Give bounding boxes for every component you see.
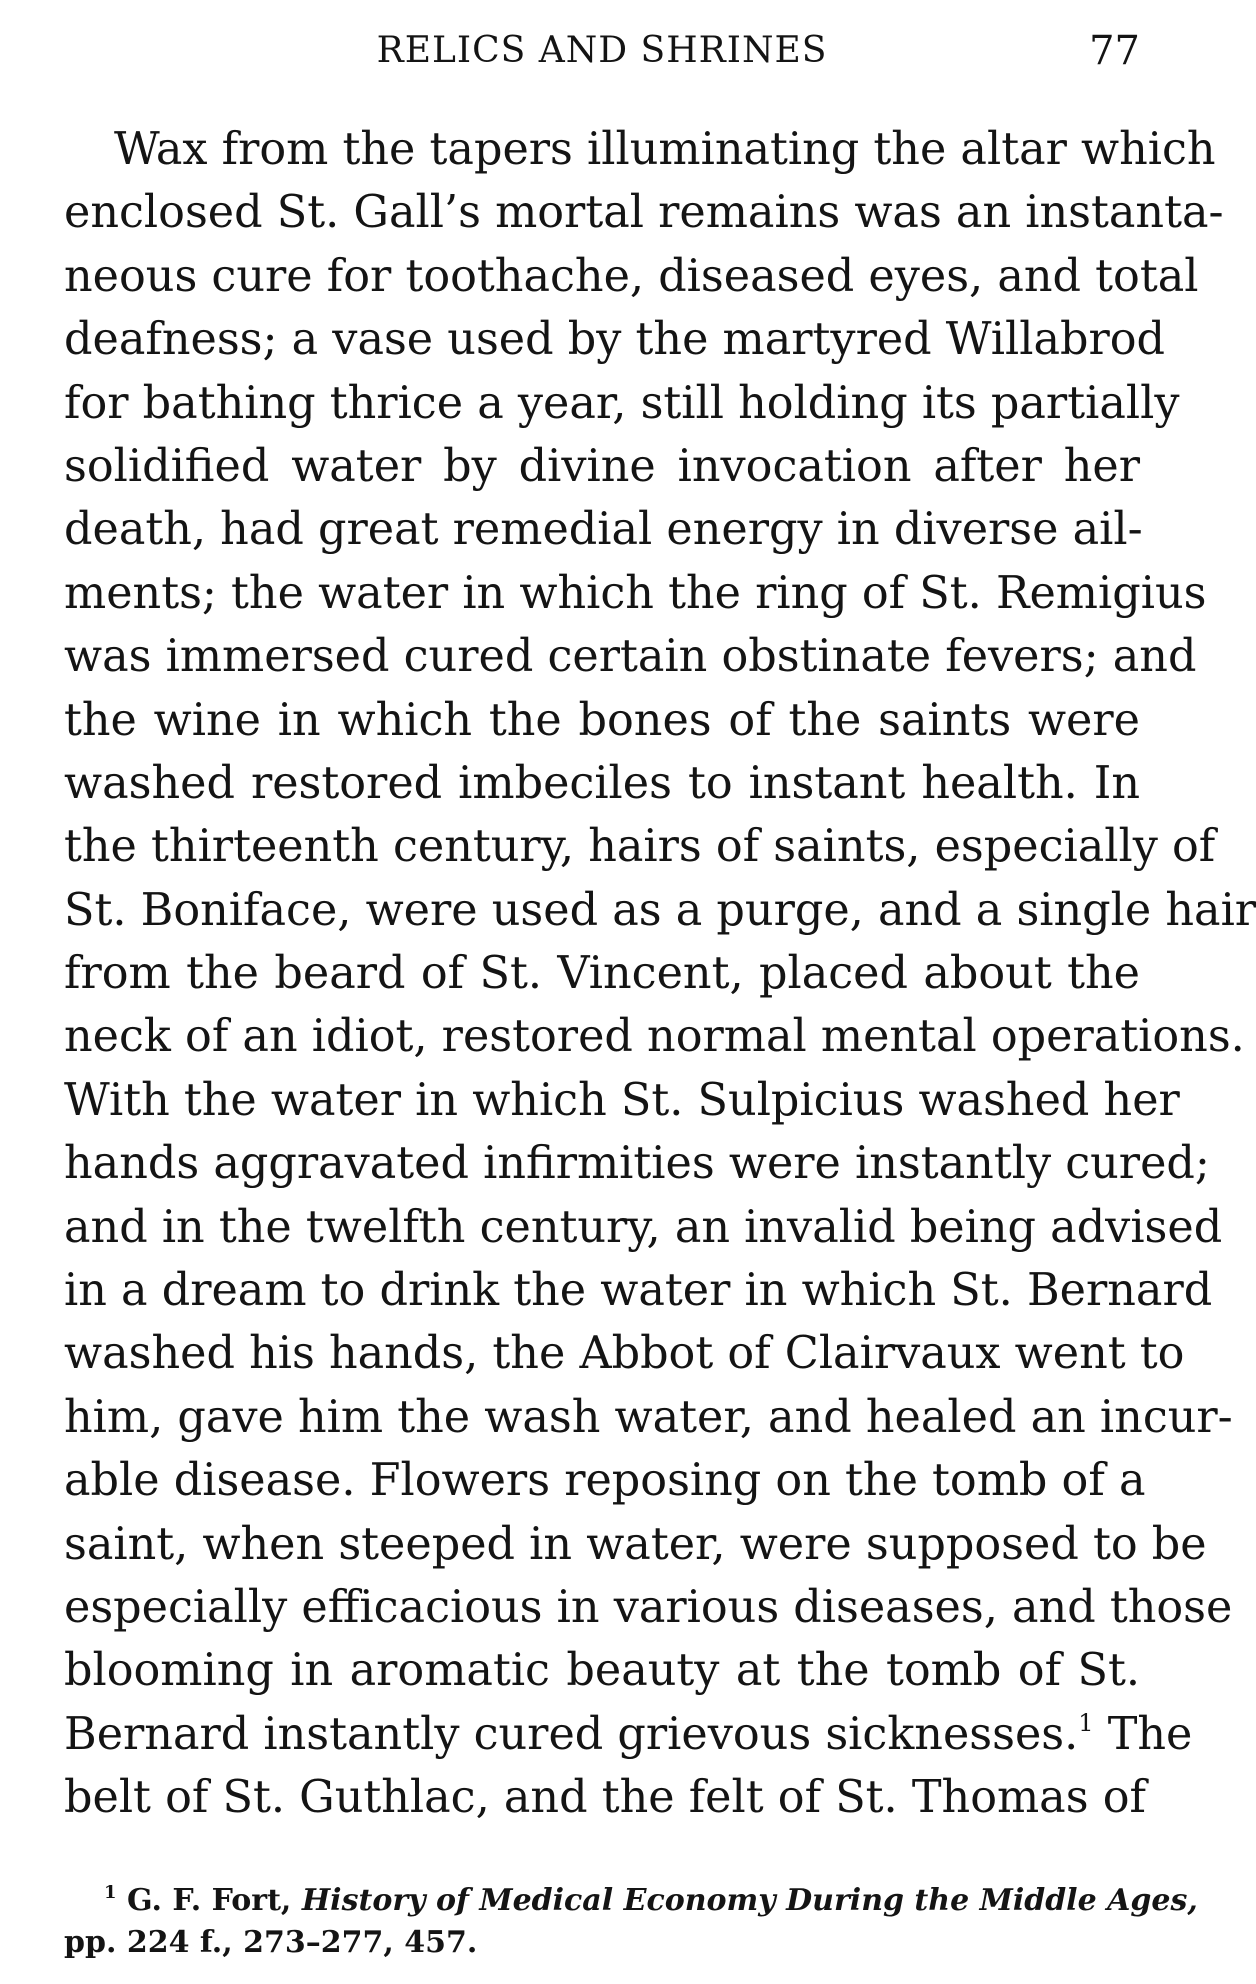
text-line: death, had great remedial energy in diverse ail-	[64, 504, 1143, 556]
footnote-author: G. F. Fort,	[126, 1883, 292, 1918]
text-line: for bathing thrice a year, still holding its partially	[64, 377, 1180, 429]
text-line: in a dream to drink the water in which St. Bernard	[64, 1265, 1213, 1317]
text-line: was immersed cured certain obstinate fevers; and	[64, 631, 1197, 683]
running-title: RELICS AND SHRINES	[376, 30, 828, 71]
text-line: washed his hands, the Abbot of Clairvaux went to	[64, 1328, 1185, 1380]
text-line: blooming in aromatic beauty at the tomb of St.	[64, 1645, 1140, 1697]
text-line: and in the twelfth century, an invalid being advised	[64, 1201, 1223, 1253]
page-number: 77	[1089, 28, 1140, 74]
text-line: Wax from the tapers illuminating the altar which	[114, 124, 1216, 175]
text-line: him, gave him the wash water, and healed an incur-	[64, 1391, 1233, 1443]
text-line: washed restored imbeciles to instant health. In	[64, 757, 1140, 809]
text-line: the wine in which the bones of the saints were	[64, 694, 1140, 746]
text-line: neck of an idiot, restored normal mental operations.	[64, 1011, 1245, 1063]
text-line: neous cure for toothache, diseased eyes, and total	[64, 250, 1199, 302]
footnote	[64, 1880, 1198, 1964]
footnote-pages: pp. 224 f., 273–277, 457.	[64, 1925, 478, 1960]
footnote-title: History of Medical Economy During the Middle Ages,	[301, 1883, 1198, 1918]
text-line: able disease. Flowers reposing on the tomb of a	[64, 1455, 1146, 1507]
text-line: from the beard of St. Vincent, placed about the	[64, 948, 1140, 1000]
running-head	[64, 26, 1140, 76]
text-segment: The	[1107, 1708, 1193, 1760]
text-line: With the water in which St. Sulpicius washed her	[64, 1074, 1180, 1126]
footnote-reference: 1	[1078, 1708, 1094, 1737]
text-line: ments; the water in which the ring of St. Remigius	[64, 567, 1207, 619]
body-paragraph	[64, 118, 1256, 1830]
text-line: saint, when steeped in water, were supposed to be	[64, 1518, 1207, 1570]
text-line: belt of St. Guthlac, and the felt of St. Thomas of	[64, 1772, 1146, 1824]
text-line: hands aggravated infirmities were instantly cured;	[64, 1138, 1210, 1190]
text-segment: Bernard instantly cured grievous sicknesses.	[64, 1708, 1079, 1760]
footnote-line	[64, 1880, 1198, 1922]
text-line: solidified water by divine invocation after her	[64, 440, 1140, 492]
text-line-with-footnote-ref	[64, 1703, 1193, 1766]
text-line: enclosed St. Gall’s mortal remains was an instanta-	[64, 187, 1224, 239]
text-line: St. Boniface, were used as a purge, and a single hair	[64, 884, 1256, 936]
text-line: especially efficacious in various diseases, and those	[64, 1581, 1233, 1633]
text-line: deafness; a vase used by the martyred Willabrod	[64, 314, 1166, 366]
footnote-marker: 1	[104, 1882, 117, 1903]
text-line: the thirteenth century, hairs of saints, especially of	[64, 821, 1216, 873]
